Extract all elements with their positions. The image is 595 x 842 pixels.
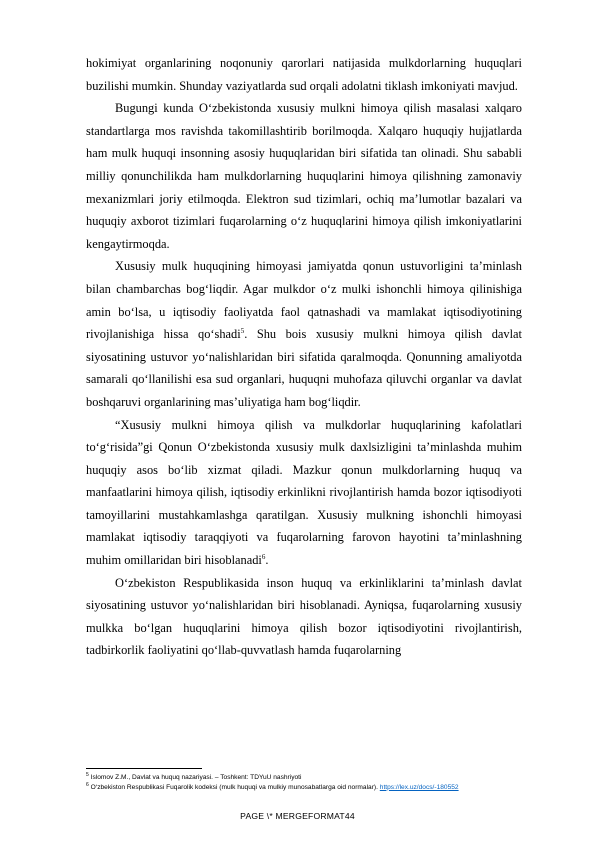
footnote-6-number: 6 xyxy=(86,781,89,788)
paragraph-3 xyxy=(86,255,522,413)
paragraph-4-text-after: . xyxy=(265,553,269,568)
footnote-6-link[interactable]: https://lex.uz/docs/-180552 xyxy=(379,783,459,791)
paragraph-4-text-before: “Xususiy mulkni himoya qilish va mulkdorlar huquqlarining kafolatlari to‘g‘risida”gi Qonun O‘zbekistonda xususiy mulk daxlsizligini ta’minlashda muhim huquqiy asos bo‘lib xizmat qiladi. Mazkur qonun mulkdorlarning huquq va manfaatlarini himoya qilish, iqtisodiy erkinlikni rivojlantirish hamda bozor iqtisodiyoti tamoyillarini mustahkamlashga qaratilgan. Xususiy mulkning ishonchli himoyasi mamlakat iqtisodiy taraqqiyoti va fuqarolarning farovon hayotini ta’minlashning muhim omillaridan biri hisoblanadi xyxy=(86,417,522,568)
paragraph-5 xyxy=(86,572,522,662)
paragraph-4 xyxy=(86,414,522,572)
footnote-6-text: O‘zbekiston Respublikasi Fuqarolik kodeksi (mulk huquqi va mulkiy munosabatlarga oid normalar). xyxy=(88,783,380,791)
footnote-divider xyxy=(86,768,202,769)
paragraph-2 xyxy=(86,97,522,255)
paragraph-5-text: O‘zbekiston Respublikasida inson huquq va erkinliklarini ta’minlash davlat siyosatining ustuvor yo‘nalishlaridan biri hisoblanadi. Ayniqsa, fuqarolarning xususiy mulkka bo‘lgan huquqlarini himoya qilish bozor iqtisodiyotini rivojlantirish, tadbirkorlik faoliyatini qo‘llab-quvvatlash hamda fuqarolarning xyxy=(86,575,522,658)
paragraph-1-text: hokimiyat organlarining noqonuniy qarorlari natijasida mulkdorlarning huquqlari buzilishi mumkin. Shunday vaziyatlarda sud orqali adolatni tiklash imkoniyati mavjud. xyxy=(86,56,522,93)
footnote-5 xyxy=(86,773,522,783)
document-body xyxy=(86,52,522,662)
paragraph-3-text-after: . Shu bois xususiy mulkni himoya qilish davlat siyosatining ustuvor yo‘nalishlaridan biri sifatida qaralmoqda. Qonunning amaliyotda samarali qo‘llanilishi esa sud organlari, huquqni muhofaza qiluvchi organlar va davlat boshqaruvi organlarining mas’uliyatiga ham bog‘liqdir. xyxy=(86,327,522,409)
footnote-5-number: 5 xyxy=(86,771,89,778)
footnote-ref-5[interactable]: 5 xyxy=(240,327,245,335)
paragraph-2-text: Bugungi kunda O‘zbekistonda xususiy mulkni himoya qilish masalasi xalqaro standartlarga mos ravishda takomillashtirib borilmoqda. Xalqaro huquqiy hujjatlarda ham mulk huquqi insonning asosiy huquqlaridan biri sifatida tan olinadi. Shu sababli milliy qonunchilikda ham mulkdorlarning huquqlarini himoya qilishning zamonaviy mexanizmlari joriy etilmoqda. Elektron sud tizimlari, ochiq ma’lumotlar bazalari va huquqiy axborot tizimlari fuqarolarning o‘z huquqlarini himoya qilish imkoniyatlarini kengaytirmoqda. xyxy=(86,101,522,251)
paragraph-1 xyxy=(86,52,522,97)
paragraph-3-text-before: Xususiy mulk huquqining himoyasi jamiyatda qonun ustuvorligini ta’minlash bilan chambarchas bog‘liqdir. Agar mulkdor o‘z mulki ishonchli himoya qilinishiga amin bo‘lsa, u iqtisodiy faoliyatda faol qatnashadi va mamlakat iqtisodiyotining rivojlanishiga hissa qo‘shadi xyxy=(86,259,522,342)
footnote-6 xyxy=(86,783,522,793)
page-number-field: PAGE \* MERGEFORMAT44 xyxy=(240,811,355,821)
footnote-5-text: Islomov Z.M., Davlat va huquq nazariyasi. – Toshkent: TDYuU nashriyoti xyxy=(88,774,302,781)
footnote-ref-6[interactable]: 6 xyxy=(261,552,266,561)
footnotes-section xyxy=(86,768,522,792)
